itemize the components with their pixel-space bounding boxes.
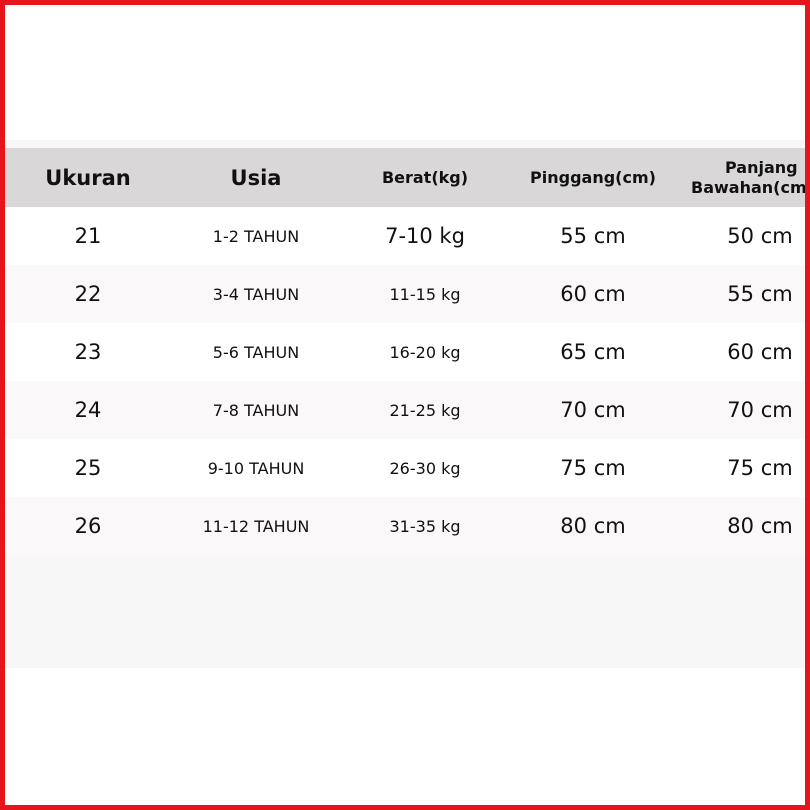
table-row bbox=[5, 497, 805, 555]
table-row bbox=[5, 265, 805, 323]
cell-ukuran: 22 bbox=[74, 282, 102, 306]
table-row bbox=[5, 439, 805, 497]
header-usia: Usia bbox=[230, 165, 282, 190]
cell-panjang-bawahan: 55 cm bbox=[727, 282, 793, 306]
header-ukuran: Ukuran bbox=[45, 165, 131, 190]
header-panjang-line2: Bawahan(cm bbox=[691, 177, 807, 197]
cell-berat: 7-10 kg bbox=[385, 224, 465, 248]
table-row bbox=[5, 323, 805, 381]
size-chart-header bbox=[5, 148, 805, 207]
table-row bbox=[5, 207, 805, 265]
cell-pinggang: 75 cm bbox=[560, 456, 626, 480]
cell-berat: 26-30 kg bbox=[389, 458, 461, 478]
cell-usia: 1-2 TAHUN bbox=[212, 226, 300, 246]
cell-berat: 21-25 kg bbox=[389, 400, 461, 420]
cell-ukuran: 24 bbox=[74, 398, 102, 422]
header-pinggang: Pinggang(cm) bbox=[530, 168, 656, 187]
cell-panjang-bawahan: 50 cm bbox=[727, 224, 793, 248]
header-panjang-bawahan bbox=[677, 148, 810, 207]
cell-pinggang: 70 cm bbox=[560, 398, 626, 422]
cell-usia: 11-12 TAHUN bbox=[202, 516, 310, 536]
table-row bbox=[5, 381, 805, 439]
cell-pinggang: 55 cm bbox=[560, 224, 626, 248]
cell-panjang-bawahan: 70 cm bbox=[727, 398, 793, 422]
cell-usia: 3-4 TAHUN bbox=[212, 284, 300, 304]
cell-pinggang: 80 cm bbox=[560, 514, 626, 538]
cell-pinggang: 65 cm bbox=[560, 340, 626, 364]
cell-panjang-bawahan: 60 cm bbox=[727, 340, 793, 364]
cell-berat: 31-35 kg bbox=[389, 516, 461, 536]
cell-pinggang: 60 cm bbox=[560, 282, 626, 306]
cell-berat: 16-20 kg bbox=[389, 342, 461, 362]
header-berat: Berat(kg) bbox=[381, 168, 469, 187]
header-panjang-line1: Panjang bbox=[725, 157, 798, 177]
cell-ukuran: 26 bbox=[74, 514, 102, 538]
cell-panjang-bawahan: 80 cm bbox=[727, 514, 793, 538]
cell-usia: 5-6 TAHUN bbox=[212, 342, 300, 362]
cell-ukuran: 23 bbox=[74, 340, 102, 364]
cell-usia: 9-10 TAHUN bbox=[207, 458, 305, 478]
cell-panjang-bawahan: 75 cm bbox=[727, 456, 793, 480]
cell-usia: 7-8 TAHUN bbox=[212, 400, 300, 420]
cell-ukuran: 21 bbox=[74, 224, 102, 248]
cell-berat: 11-15 kg bbox=[389, 284, 461, 304]
cell-ukuran: 25 bbox=[74, 456, 102, 480]
